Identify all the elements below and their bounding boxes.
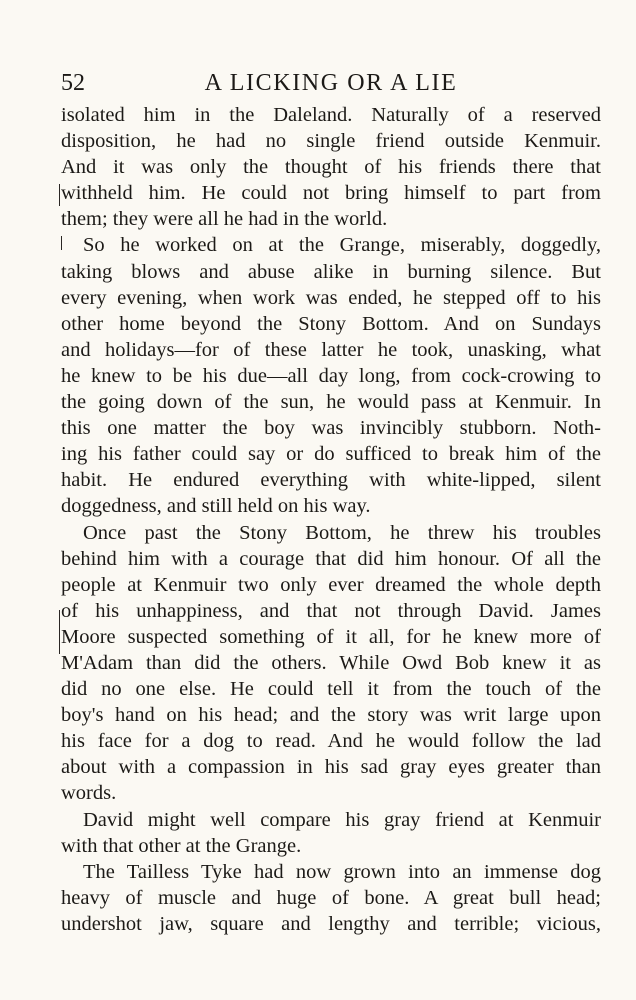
text-line: The Tailless Tyke had now grown into an immense dog (83, 860, 601, 883)
text-line: undershot jaw, square and lengthy and terrible; vicious, (61, 912, 601, 935)
text-line: doggedness, and still held on his way. (61, 495, 371, 518)
text-line: disposition, he had no single friend outside Kenmuir. (61, 130, 601, 153)
page-number: 52 (61, 70, 85, 96)
text-line: of his unhappiness, and that not through David. James (61, 599, 601, 622)
text-line: boy's hand on his head; and the story was writ large upon (61, 704, 601, 727)
text-line: every evening, when work was ended, he stepped off to his (61, 286, 601, 309)
text-line: he knew to be his due—all day long, from cock-crowing to (61, 364, 601, 387)
text-line: taking blows and abuse alike in burning silence. But (61, 260, 601, 283)
text-line: them; they were all he had in the world. (61, 208, 388, 231)
margin-mark (59, 610, 60, 654)
text-line: ing his father could say or do sufficed to break him of the (61, 443, 601, 466)
text-line: withheld him. He could not bring himself to part from (61, 182, 601, 205)
text-line: people at Kenmuir two only ever dreamed the whole depth (61, 573, 601, 596)
text-line: and holidays—for of these latter he took, unasking, what (61, 338, 601, 361)
margin-mark (59, 184, 60, 206)
text-line: did no one else. He could tell it from the touch of the (61, 678, 601, 701)
page-header (61, 66, 601, 100)
text-line: with that other at the Grange. (61, 834, 302, 857)
text-line: the going down of the sun, he would pass at Kenmuir. In (61, 391, 601, 414)
text-line: habit. He endured everything with white-lipped, silent (61, 469, 601, 492)
text-line: his face for a dog to read. And he would follow the lad (61, 730, 601, 753)
body-text (61, 102, 601, 937)
text-line: Moore suspected something of it all, for he knew more of (61, 625, 601, 648)
margin-mark (61, 236, 62, 250)
text-line: about with a compassion in his sad gray eyes greater than (61, 756, 601, 779)
running-head: A LICKING OR A LIE (204, 70, 458, 96)
text-line: M'Adam than did the others. While Owd Bob knew it as (61, 651, 601, 674)
text-line: words. (61, 782, 117, 805)
text-line: David might well compare his gray friend at Kenmuir (83, 808, 601, 831)
text-line: other home beyond the Stony Bottom. And on Sundays (61, 312, 601, 335)
text-line: isolated him in the Daleland. Naturally of a reserved (61, 104, 601, 126)
text-line: behind him with a courage that did him honour. Of all the (61, 547, 601, 570)
text-line: this one matter the boy was invincibly stubborn. Noth- (61, 417, 601, 440)
text-line: heavy of muscle and huge of bone. A great bull head; (61, 886, 601, 909)
text-line: And it was only the thought of his friends there that (61, 156, 601, 179)
text-line: So he worked on at the Grange, miserably, doggedly, (83, 234, 601, 257)
text-line: Once past the Stony Bottom, he threw his troubles (83, 521, 601, 544)
